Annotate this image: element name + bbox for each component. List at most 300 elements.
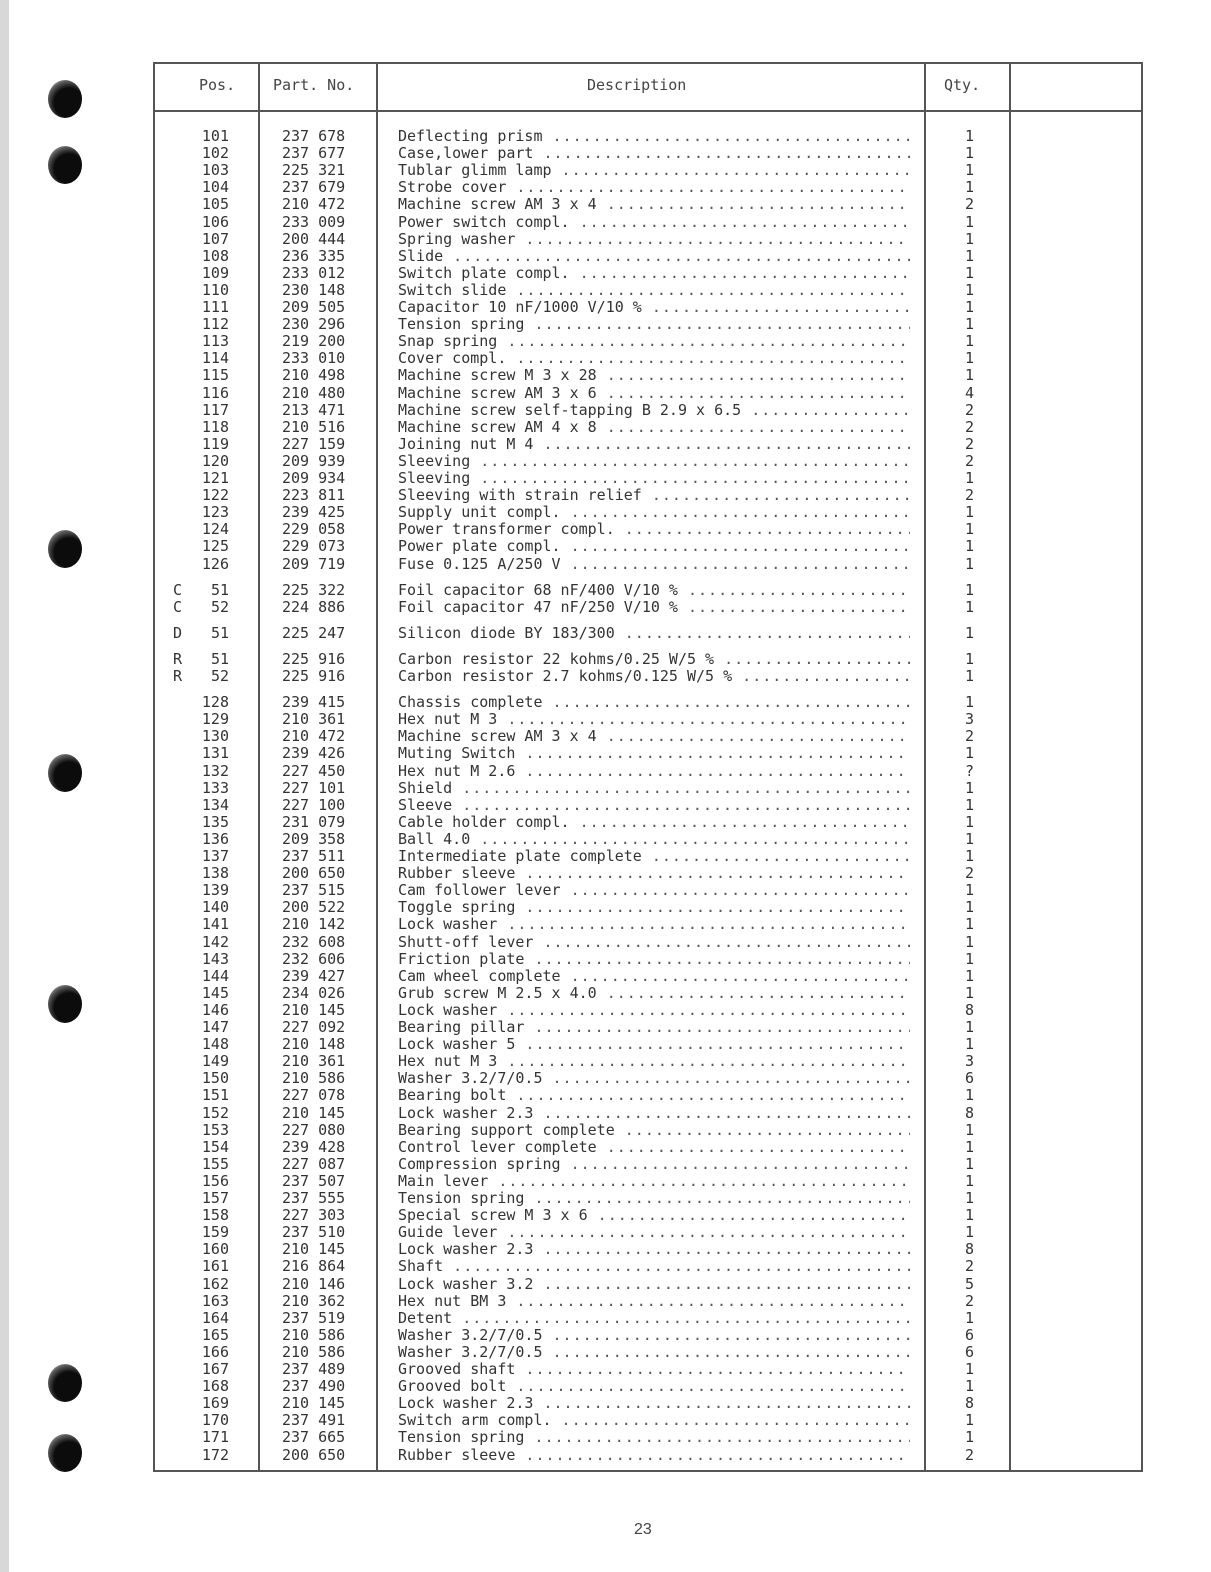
row-description: Lock washer 5 ..... xyxy=(398,1036,910,1053)
table-row xyxy=(155,162,1141,179)
header-description: Description xyxy=(587,76,687,94)
row-pos: 51 xyxy=(210,623,229,642)
row-description: Cam follower lever ..... xyxy=(398,882,910,899)
row-pos: 111 xyxy=(201,298,229,316)
row-part-no: 232 608 xyxy=(282,932,346,951)
row-pos: 141 xyxy=(201,915,229,934)
row-description: Cable holder compl. ..... xyxy=(398,814,910,831)
row-description: Grub screw M 2.5 x 4.0 ..... xyxy=(398,985,910,1002)
row-pos: 157 xyxy=(201,1189,229,1207)
row-part-no: 225 247 xyxy=(282,623,346,642)
row-part-no: 239 425 xyxy=(282,503,346,522)
row-description: Toggle spring ..... xyxy=(398,899,910,916)
row-description: Sleeving ..... xyxy=(398,453,910,470)
row-part-no: 232 606 xyxy=(282,949,346,968)
row-description: Rubber sleeve ..... xyxy=(398,1447,910,1464)
row-pos: 133 xyxy=(201,778,229,797)
table-row xyxy=(155,848,1141,865)
row-description: Compression spring ..... xyxy=(398,1156,910,1173)
row-description: Foil capacitor 68 nF/400 V/10 % ..... xyxy=(398,582,910,599)
row-qty: 5 xyxy=(965,1274,975,1293)
row-part-no: 237 555 xyxy=(282,1189,346,1207)
row-qty: 1 xyxy=(965,212,975,231)
row-description: Ball 4.0 ..... xyxy=(398,831,910,848)
table-row xyxy=(155,265,1141,282)
row-qty: 1 xyxy=(965,349,975,368)
row-part-no: 216 864 xyxy=(282,1257,346,1276)
row-part-no: 233 009 xyxy=(282,212,346,231)
row-qty: 1 xyxy=(965,332,975,351)
row-pos: 103 xyxy=(201,161,229,180)
table-row xyxy=(155,951,1141,968)
row-pos: 151 xyxy=(201,1086,229,1105)
row-part-no: 227 450 xyxy=(282,761,346,780)
row-description: Bearing pillar ..... xyxy=(398,1019,910,1036)
row-pos: 121 xyxy=(201,469,229,487)
row-qty: 1 xyxy=(965,1086,975,1105)
table-row xyxy=(155,1224,1141,1241)
row-part-no: 239 415 xyxy=(282,693,346,712)
row-part-no: 209 358 xyxy=(282,829,346,848)
row-part-no: 210 472 xyxy=(282,195,346,214)
row-part-no: 200 650 xyxy=(282,1445,346,1464)
row-qty: 1 xyxy=(965,246,975,265)
row-description: Joining nut M 4 ..... xyxy=(398,436,910,453)
row-part-no: 227 101 xyxy=(282,778,346,797)
table-row xyxy=(155,196,1141,213)
row-qty: 1 xyxy=(965,1360,975,1378)
row-pos: 170 xyxy=(201,1411,229,1430)
row-pos: 51 xyxy=(210,580,229,599)
row-qty: 1 xyxy=(965,144,975,163)
row-pos: 115 xyxy=(201,366,229,385)
row-part-no: 225 322 xyxy=(282,580,346,599)
table-row xyxy=(155,1395,1141,1412)
row-pos: 166 xyxy=(201,1342,229,1361)
row-pos: 120 xyxy=(201,451,229,470)
table-row xyxy=(155,1310,1141,1327)
row-description: Machine screw M 3 x 28 ..... xyxy=(398,367,910,384)
row-description: Strobe cover ..... xyxy=(398,179,910,196)
row-pos: 110 xyxy=(201,280,229,299)
row-description: Spring washer ..... xyxy=(398,231,910,248)
row-prefix: C xyxy=(173,580,183,599)
row-part-no: 210 586 xyxy=(282,1325,346,1344)
row-qty: 8 xyxy=(965,1240,975,1259)
table-row xyxy=(155,1412,1141,1429)
row-qty: 1 xyxy=(965,298,975,316)
row-qty: 1 xyxy=(965,1428,975,1447)
row-qty: 6 xyxy=(965,1069,975,1088)
row-part-no: 230 148 xyxy=(282,280,346,299)
row-description: Power switch compl. ..... xyxy=(398,214,910,231)
table-row xyxy=(155,333,1141,350)
table-row xyxy=(155,814,1141,831)
table-row xyxy=(155,1156,1141,1173)
row-qty: 1 xyxy=(965,1377,975,1396)
row-pos: 147 xyxy=(201,1018,229,1036)
row-description: Silicon diode BY 183/300 ..... xyxy=(398,625,910,642)
table-row xyxy=(155,651,1141,668)
table-row xyxy=(155,1429,1141,1446)
row-description: Shaft ..... xyxy=(398,1258,910,1275)
table-row xyxy=(155,916,1141,933)
row-qty: 1 xyxy=(965,1137,975,1156)
row-pos: 140 xyxy=(201,898,229,917)
row-part-no: 237 511 xyxy=(282,847,346,865)
row-qty: 1 xyxy=(965,537,975,556)
row-description: Cam wheel complete ..... xyxy=(398,968,910,985)
row-part-no: 225 321 xyxy=(282,161,346,180)
table-row xyxy=(155,1378,1141,1395)
row-description: Sleeving ..... xyxy=(398,470,910,487)
row-pos: 172 xyxy=(201,1445,229,1464)
header-divider xyxy=(155,110,1141,112)
row-part-no: 227 303 xyxy=(282,1206,346,1225)
row-description: Switch arm compl. ..... xyxy=(398,1412,910,1429)
row-qty: 2 xyxy=(965,1445,975,1464)
row-description: Friction plate ..... xyxy=(398,951,910,968)
table-row xyxy=(155,1173,1141,1190)
row-qty: 2 xyxy=(965,864,975,883)
row-qty: 2 xyxy=(965,434,975,453)
row-part-no: 229 073 xyxy=(282,537,346,556)
table-row xyxy=(155,1019,1141,1036)
row-qty: 1 xyxy=(965,1171,975,1190)
row-pos: 156 xyxy=(201,1171,229,1190)
binder-hole xyxy=(48,530,82,568)
binder-hole xyxy=(48,754,82,792)
row-description: Grooved bolt ..... xyxy=(398,1378,910,1395)
row-part-no: 237 507 xyxy=(282,1171,346,1190)
row-part-no: 210 586 xyxy=(282,1342,346,1361)
row-qty: 1 xyxy=(965,554,975,573)
row-pos: 159 xyxy=(201,1223,229,1242)
row-part-no: 209 939 xyxy=(282,451,346,470)
table-row xyxy=(155,985,1141,1002)
table-row xyxy=(155,128,1141,145)
row-part-no: 209 505 xyxy=(282,298,346,316)
row-qty: 1 xyxy=(965,983,975,1002)
row-qty: 1 xyxy=(965,795,975,814)
row-description: Main lever ..... xyxy=(398,1173,910,1190)
table-row xyxy=(155,521,1141,538)
row-qty: 1 xyxy=(965,469,975,487)
row-pos: 142 xyxy=(201,932,229,951)
row-qty: 6 xyxy=(965,1342,975,1361)
table-row xyxy=(155,402,1141,419)
row-part-no: 229 058 xyxy=(282,520,346,539)
row-part-no: 227 159 xyxy=(282,434,346,453)
row-pos: 161 xyxy=(201,1257,229,1276)
row-part-no: 234 026 xyxy=(282,983,346,1002)
row-qty: 1 xyxy=(965,829,975,848)
table-row xyxy=(155,1122,1141,1139)
row-qty: 1 xyxy=(965,580,975,599)
row-description: Shutt-off lever ..... xyxy=(398,934,910,951)
table-row xyxy=(155,625,1141,642)
row-qty: 1 xyxy=(965,949,975,968)
row-pos: 105 xyxy=(201,195,229,214)
row-qty: 1 xyxy=(965,263,975,282)
row-prefix: D xyxy=(173,623,183,642)
row-part-no: 237 677 xyxy=(282,144,346,163)
row-part-no: 231 079 xyxy=(282,812,346,831)
row-description: Intermediate plate complete ..... xyxy=(398,848,910,865)
row-qty: 1 xyxy=(965,966,975,985)
row-part-no: 237 491 xyxy=(282,1411,346,1430)
table-row xyxy=(155,1327,1141,1344)
row-part-no: 210 148 xyxy=(282,1035,346,1054)
row-description: Special screw M 3 x 6 ..... xyxy=(398,1207,910,1224)
row-description: Hex nut M 3 ..... xyxy=(398,1053,910,1070)
row-description: Switch slide ..... xyxy=(398,282,910,299)
row-part-no: 239 427 xyxy=(282,966,346,985)
table-row xyxy=(155,248,1141,265)
row-part-no: 200 522 xyxy=(282,898,346,917)
row-qty: 2 xyxy=(965,486,975,505)
row-description: Hex nut M 3 ..... xyxy=(398,711,910,728)
row-description: Tublar glimm lamp ..... xyxy=(398,162,910,179)
table-row xyxy=(155,582,1141,599)
row-part-no: 237 679 xyxy=(282,178,346,197)
table-row xyxy=(155,865,1141,882)
row-description: Deflecting prism ..... xyxy=(398,128,910,145)
row-description: Lock washer 2.3 ..... xyxy=(398,1395,910,1412)
row-pos: 150 xyxy=(201,1069,229,1088)
row-pos: 164 xyxy=(201,1308,229,1327)
row-description: Carbon resistor 22 kohms/0.25 W/5 % ..... xyxy=(398,651,910,668)
row-pos: 52 xyxy=(210,597,229,616)
row-pos: 101 xyxy=(201,127,229,145)
row-description: Washer 3.2/7/0.5 ..... xyxy=(398,1327,910,1344)
row-pos: 149 xyxy=(201,1052,229,1071)
row-qty: 1 xyxy=(965,520,975,539)
row-part-no: 224 886 xyxy=(282,597,346,616)
row-qty: 2 xyxy=(965,417,975,436)
row-part-no: 210 145 xyxy=(282,1103,346,1122)
row-part-no: 233 012 xyxy=(282,263,346,282)
row-description: Washer 3.2/7/0.5 ..... xyxy=(398,1344,910,1361)
header-part-no: Part. No. xyxy=(273,76,355,94)
table-row xyxy=(155,745,1141,762)
row-description: Supply unit compl. ..... xyxy=(398,504,910,521)
table-row xyxy=(155,1087,1141,1104)
table-row xyxy=(155,385,1141,402)
row-pos: 148 xyxy=(201,1035,229,1054)
row-description: Sleeve ..... xyxy=(398,797,910,814)
table-row xyxy=(155,231,1141,248)
row-description: Snap spring ..... xyxy=(398,333,910,350)
row-pos: 117 xyxy=(201,400,229,419)
row-description: Detent ..... xyxy=(398,1310,910,1327)
table-row xyxy=(155,1447,1141,1464)
row-qty: 1 xyxy=(965,1018,975,1036)
table-row xyxy=(155,1190,1141,1207)
row-pos: 128 xyxy=(201,693,229,712)
table-row xyxy=(155,694,1141,711)
row-qty: 2 xyxy=(965,727,975,746)
row-description: Bearing bolt ..... xyxy=(398,1087,910,1104)
table-row xyxy=(155,504,1141,521)
row-pos: 154 xyxy=(201,1137,229,1156)
row-pos: 155 xyxy=(201,1154,229,1173)
row-description: Lock washer ..... xyxy=(398,1002,910,1019)
row-description: Lock washer 3.2 ..... xyxy=(398,1276,910,1293)
table-row xyxy=(155,1293,1141,1310)
row-description: Rubber sleeve ..... xyxy=(398,865,910,882)
row-part-no: 227 092 xyxy=(282,1018,346,1036)
table-row xyxy=(155,1258,1141,1275)
row-part-no: 200 444 xyxy=(282,229,346,248)
table-row xyxy=(155,1139,1141,1156)
row-qty: 1 xyxy=(965,898,975,917)
row-qty: 1 xyxy=(965,1411,975,1430)
row-description: Carbon resistor 2.7 kohms/0.125 W/5 % ..... xyxy=(398,668,910,685)
table-row xyxy=(155,316,1141,333)
row-prefix: R xyxy=(173,649,183,668)
row-description: Hex nut BM 3 ..... xyxy=(398,1293,910,1310)
row-pos: 171 xyxy=(201,1428,229,1447)
table-row xyxy=(155,1036,1141,1053)
row-qty: 1 xyxy=(965,1120,975,1139)
binder-hole xyxy=(48,80,82,118)
row-part-no: 233 010 xyxy=(282,349,346,368)
table-row xyxy=(155,350,1141,367)
table-row xyxy=(155,556,1141,573)
row-pos: 167 xyxy=(201,1360,229,1378)
row-description: Machine screw AM 3 x 4 ..... xyxy=(398,728,910,745)
header-pos: Pos. xyxy=(199,76,236,94)
row-qty: 2 xyxy=(965,1257,975,1276)
table-row xyxy=(155,599,1141,616)
row-part-no: 210 362 xyxy=(282,1291,346,1310)
row-part-no: 210 145 xyxy=(282,1000,346,1019)
row-pos: 169 xyxy=(201,1394,229,1413)
table-row xyxy=(155,1361,1141,1378)
binder-hole xyxy=(48,985,82,1023)
row-description: Lock washer 2.3 ..... xyxy=(398,1241,910,1258)
table-row xyxy=(155,1207,1141,1224)
row-qty: 1 xyxy=(965,812,975,831)
row-part-no: 210 361 xyxy=(282,1052,346,1071)
row-qty: 1 xyxy=(965,667,975,685)
row-qty: 1 xyxy=(965,623,975,642)
row-pos: 165 xyxy=(201,1325,229,1344)
row-qty: 2 xyxy=(965,1291,975,1310)
row-qty: 1 xyxy=(965,1154,975,1173)
row-part-no: 209 934 xyxy=(282,469,346,487)
row-pos: 125 xyxy=(201,537,229,556)
row-qty: 8 xyxy=(965,1394,975,1413)
row-qty: 1 xyxy=(965,366,975,385)
row-pos: 137 xyxy=(201,847,229,865)
row-pos: 114 xyxy=(201,349,229,368)
row-description: Machine screw AM 3 x 6 ..... xyxy=(398,385,910,402)
table-row xyxy=(155,436,1141,453)
row-description: Foil capacitor 47 nF/250 V/10 % ..... xyxy=(398,599,910,616)
row-pos: 107 xyxy=(201,229,229,248)
row-qty: 1 xyxy=(965,178,975,197)
row-qty: 1 xyxy=(965,1189,975,1207)
table-row xyxy=(155,453,1141,470)
row-qty: 1 xyxy=(965,693,975,712)
table-row xyxy=(155,299,1141,316)
row-pos: 163 xyxy=(201,1291,229,1310)
row-description: Power plate compl. ..... xyxy=(398,538,910,555)
row-pos: 106 xyxy=(201,212,229,231)
table-row xyxy=(155,1053,1141,1070)
row-part-no: 227 100 xyxy=(282,795,346,814)
row-part-no: 237 519 xyxy=(282,1308,346,1327)
row-description: Guide lever ..... xyxy=(398,1224,910,1241)
page-number: 23 xyxy=(634,1521,652,1538)
row-part-no: 210 145 xyxy=(282,1394,346,1413)
row-description: Lock washer 2.3 ..... xyxy=(398,1105,910,1122)
row-qty: 2 xyxy=(965,451,975,470)
row-qty: 2 xyxy=(965,400,975,419)
row-description: Cover compl. ..... xyxy=(398,350,910,367)
row-part-no: 239 426 xyxy=(282,744,346,763)
row-qty: 3 xyxy=(965,1052,975,1071)
row-part-no: 210 480 xyxy=(282,383,346,402)
row-description: Muting Switch ..... xyxy=(398,745,910,762)
table-row xyxy=(155,1344,1141,1361)
row-part-no: 210 145 xyxy=(282,1240,346,1259)
row-pos: 126 xyxy=(201,554,229,573)
row-qty: 2 xyxy=(965,195,975,214)
binder-hole xyxy=(48,1434,82,1472)
table-row xyxy=(155,367,1141,384)
row-pos: 134 xyxy=(201,795,229,814)
table-row xyxy=(155,899,1141,916)
row-pos: 118 xyxy=(201,417,229,436)
row-pos: 135 xyxy=(201,812,229,831)
row-pos: 168 xyxy=(201,1377,229,1396)
row-description: Power transformer compl. ..... xyxy=(398,521,910,538)
row-prefix: C xyxy=(173,597,183,616)
row-description: Machine screw self-tapping B 2.9 x 6.5 ..... xyxy=(398,402,910,419)
row-qty: 1 xyxy=(965,127,975,145)
row-part-no: 227 080 xyxy=(282,1120,346,1139)
row-part-no: 225 916 xyxy=(282,649,346,668)
row-qty: 1 xyxy=(965,778,975,797)
parts-table xyxy=(153,62,1143,1472)
row-part-no: 237 665 xyxy=(282,1428,346,1447)
row-part-no: 237 678 xyxy=(282,127,346,145)
row-part-no: 237 490 xyxy=(282,1377,346,1396)
table-row xyxy=(155,538,1141,555)
row-description: Control lever complete ..... xyxy=(398,1139,910,1156)
row-qty: 1 xyxy=(965,161,975,180)
row-part-no: 210 361 xyxy=(282,710,346,729)
table-row xyxy=(155,668,1141,685)
table-row xyxy=(155,1105,1141,1122)
row-qty: 1 xyxy=(965,1223,975,1242)
row-part-no: 209 719 xyxy=(282,554,346,573)
row-description: Hex nut M 2.6 ..... xyxy=(398,763,910,780)
row-pos: 123 xyxy=(201,503,229,522)
row-qty: 1 xyxy=(965,315,975,334)
table-row xyxy=(155,145,1141,162)
row-qty: ? xyxy=(965,761,975,780)
row-pos: 113 xyxy=(201,332,229,351)
row-description: Lock washer ..... xyxy=(398,916,910,933)
row-qty: 1 xyxy=(965,597,975,616)
row-description: Washer 3.2/7/0.5 ..... xyxy=(398,1070,910,1087)
row-pos: 162 xyxy=(201,1274,229,1293)
row-part-no: 210 498 xyxy=(282,366,346,385)
